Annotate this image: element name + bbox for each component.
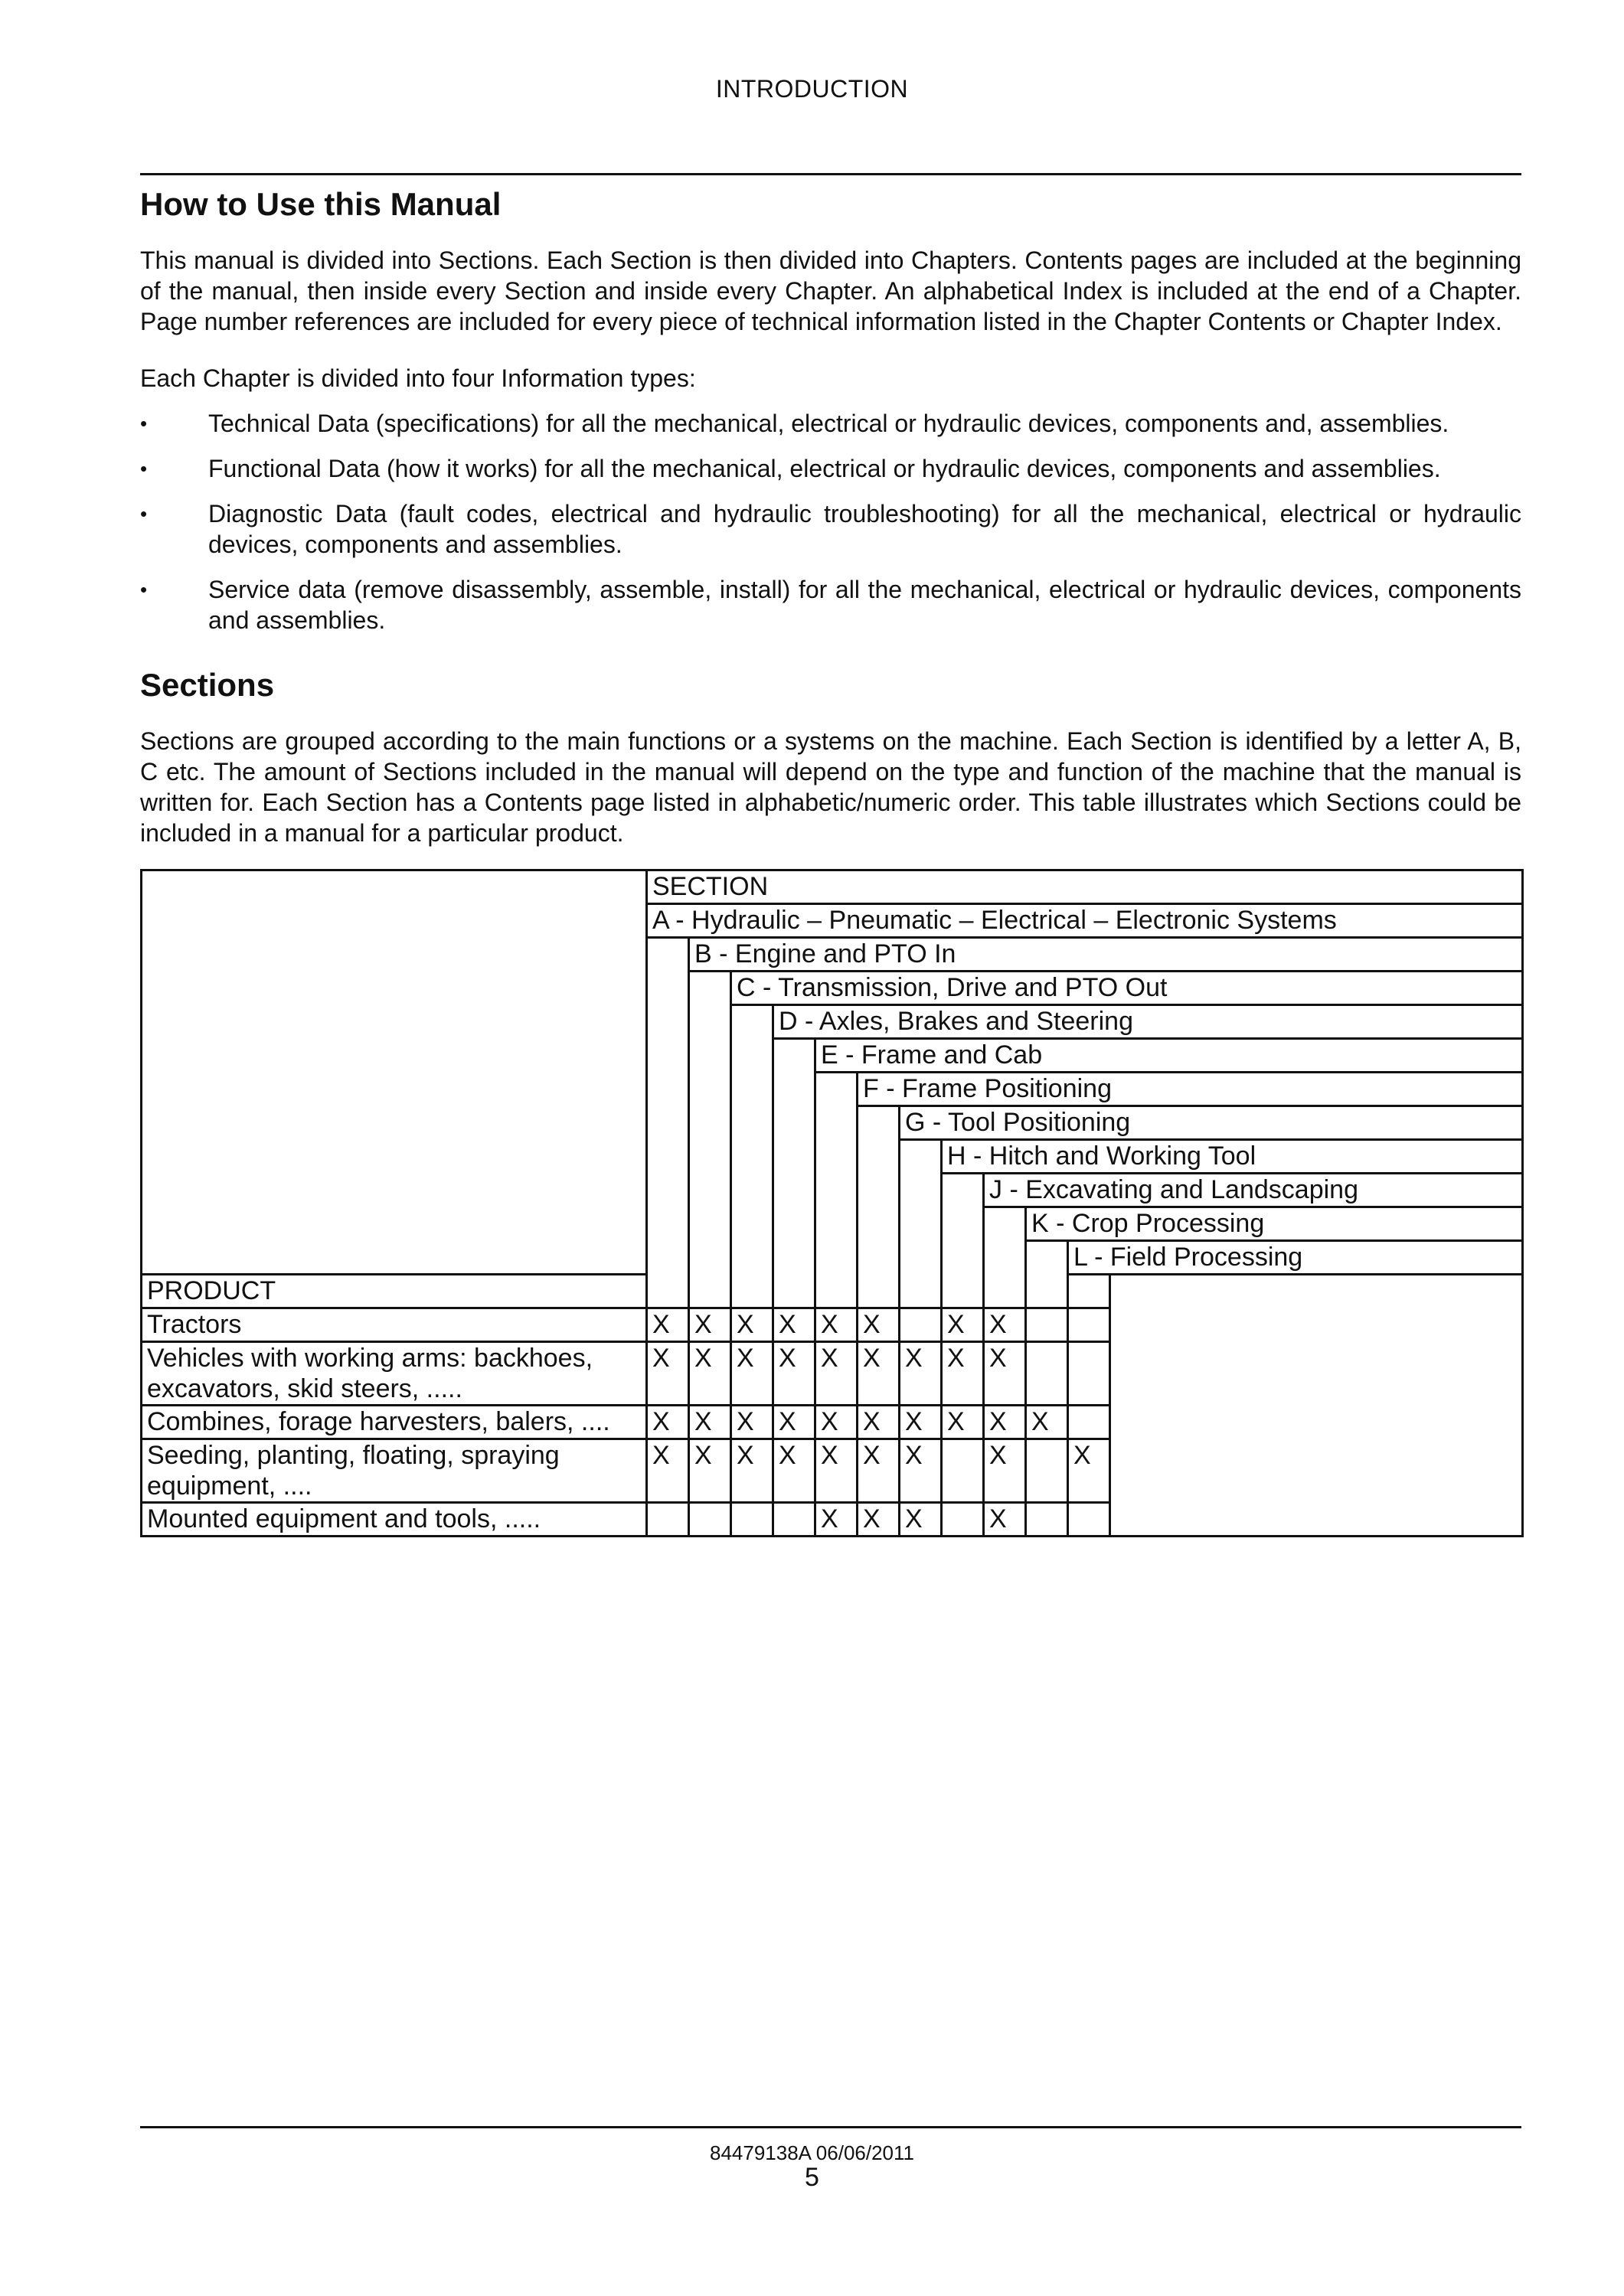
- mark-cell: X: [647, 1342, 689, 1406]
- product-cell: Vehicles with working arms: backhoes, excavators, skid steers, .....: [142, 1342, 647, 1406]
- section-stem: [858, 1207, 900, 1241]
- section-stem: [773, 1174, 815, 1207]
- section-stem: [773, 1275, 815, 1308]
- running-header: INTRODUCTION: [715, 75, 909, 103]
- mark-cell: X: [942, 1406, 984, 1439]
- mark-cell: [1068, 1308, 1110, 1342]
- mark-cell: X: [900, 1503, 942, 1537]
- section-stem: [1026, 1275, 1068, 1308]
- section-stem: [647, 1275, 689, 1308]
- mark-cell: X: [984, 1439, 1026, 1503]
- mark-cell: X: [773, 1342, 815, 1406]
- header-rule: [140, 173, 1521, 175]
- section-stem: [773, 1073, 815, 1106]
- section-stem: [773, 1241, 815, 1275]
- section-stem: [731, 1039, 773, 1073]
- mark-cell: [900, 1308, 942, 1342]
- sections-table: [140, 869, 1524, 1537]
- page-content: [140, 184, 1521, 1537]
- mark-cell: X: [900, 1439, 942, 1503]
- section-stem: [815, 1207, 858, 1241]
- mark-cell: X: [942, 1308, 984, 1342]
- section-stem: [942, 1174, 984, 1207]
- section-stem: [858, 1106, 900, 1140]
- how-to-use-heading: How to Use this Manual: [140, 186, 502, 222]
- table-blank-area: [1110, 1275, 1523, 1537]
- list-item: • Functional Data (how it works) for all the mechanical, electrical or hydraulic devices, components and assemblies.: [140, 453, 1521, 484]
- mark-cell: X: [731, 1342, 773, 1406]
- section-stem: [984, 1207, 1026, 1241]
- mark-cell: X: [900, 1406, 942, 1439]
- section-stem: [773, 1039, 815, 1073]
- table-corner-cell: [142, 870, 647, 1275]
- mark-cell: [773, 1503, 815, 1537]
- section-stem: [815, 1073, 858, 1106]
- mark-cell: X: [858, 1503, 900, 1537]
- mark-cell: X: [858, 1439, 900, 1503]
- mark-cell: [1026, 1308, 1068, 1342]
- mark-cell: X: [858, 1308, 900, 1342]
- mark-cell: X: [815, 1439, 858, 1503]
- section-name-d: D - Axles, Brakes and Steering: [773, 1005, 1523, 1039]
- section-stem: [689, 972, 731, 1005]
- section-stem: [731, 1207, 773, 1241]
- section-name-h: H - Hitch and Working Tool: [942, 1140, 1523, 1174]
- sections-paragraph: Sections are grouped according to the main functions or a systems on the machine. Each Section is identified by a letter A, B, C etc. The amount of Sections included in the manual will depend on the type and function of the machine that the manual is written for. Each Section has a Contents page listed in alphabetic/numeric order. This table illustrates which Sections could be included in a manual for a particular product.: [140, 727, 1521, 847]
- mark-cell: [689, 1503, 731, 1537]
- section-stem: [647, 1207, 689, 1241]
- section-stem: [942, 1241, 984, 1275]
- mark-cell: X: [647, 1439, 689, 1503]
- section-stem: [647, 1005, 689, 1039]
- mark-cell: [1026, 1342, 1068, 1406]
- mark-cell: X: [689, 1342, 731, 1406]
- mark-cell: X: [773, 1439, 815, 1503]
- section-stem: [900, 1174, 942, 1207]
- mark-cell: [731, 1503, 773, 1537]
- mark-cell: X: [689, 1308, 731, 1342]
- section-stem: [689, 1241, 731, 1275]
- product-cell: Combines, forage harvesters, balers, ....: [142, 1406, 647, 1439]
- section-stem: [815, 1241, 858, 1275]
- mark-cell: [1026, 1439, 1068, 1503]
- section-stem: [858, 1241, 900, 1275]
- section-stem: [689, 1275, 731, 1308]
- mark-cell: X: [647, 1308, 689, 1342]
- section-header-cell: SECTION: [647, 870, 1523, 904]
- section-stem: [984, 1241, 1026, 1275]
- section-stem: [731, 1275, 773, 1308]
- document-code: 84479138A 06/06/2011: [709, 2141, 914, 2164]
- information-types-list: [140, 408, 1521, 635]
- list-item: • Technical Data (specifications) for all the mechanical, electrical or hydraulic devices, components and, assemblies.: [140, 408, 1521, 439]
- mark-cell: X: [858, 1342, 900, 1406]
- list-item: • Service data (remove disassembly, assemble, install) for all the mechanical, electrical or hydraulic devices, components and assemblies.: [140, 574, 1521, 635]
- section-stem: [815, 1106, 858, 1140]
- mark-cell: X: [815, 1342, 858, 1406]
- sections-heading: Sections: [140, 667, 275, 703]
- page-number: 5: [805, 2163, 819, 2192]
- list-item: • Diagnostic Data (fault codes, electrical and hydraulic troubleshooting) for all the mechanical, electrical or hydraulic devices, components and assemblies.: [140, 498, 1521, 560]
- section-stem: [731, 1005, 773, 1039]
- section-name-b: B - Engine and PTO In: [689, 938, 1523, 972]
- section-stem: [647, 1039, 689, 1073]
- section-name-g: G - Tool Positioning: [900, 1106, 1523, 1140]
- mark-cell: X: [773, 1308, 815, 1342]
- mark-cell: X: [815, 1406, 858, 1439]
- product-cell: Mounted equipment and tools, .....: [142, 1503, 647, 1537]
- information-types-intro: Each Chapter is divided into four Information types:: [140, 364, 696, 392]
- mark-cell: X: [984, 1342, 1026, 1406]
- section-stem: [773, 1207, 815, 1241]
- section-stem: [689, 1140, 731, 1174]
- mark-cell: X: [731, 1406, 773, 1439]
- section-name-e: E - Frame and Cab: [815, 1039, 1523, 1073]
- mark-cell: X: [815, 1503, 858, 1537]
- mark-cell: [1026, 1503, 1068, 1537]
- mark-cell: X: [858, 1406, 900, 1439]
- section-name-k: K - Crop Processing: [1026, 1207, 1523, 1241]
- section-stem: [773, 1106, 815, 1140]
- section-stem: [900, 1241, 942, 1275]
- mark-cell: [942, 1503, 984, 1537]
- section-stem: [900, 1140, 942, 1174]
- product-header-cell: PRODUCT: [142, 1275, 647, 1308]
- mark-cell: X: [1026, 1406, 1068, 1439]
- section-stem: [773, 1140, 815, 1174]
- mark-cell: X: [815, 1308, 858, 1342]
- section-stem: [731, 1106, 773, 1140]
- section-stem: [647, 972, 689, 1005]
- section-stem: [1026, 1241, 1068, 1275]
- section-stem: [815, 1174, 858, 1207]
- mark-cell: X: [689, 1439, 731, 1503]
- section-stem: [942, 1207, 984, 1241]
- section-stem: [815, 1275, 858, 1308]
- mark-cell: X: [984, 1308, 1026, 1342]
- mark-cell: X: [773, 1406, 815, 1439]
- section-stem: [647, 1174, 689, 1207]
- product-cell: Seeding, planting, floating, spraying equipment, ....: [142, 1439, 647, 1503]
- section-name-l: L - Field Processing: [1068, 1241, 1523, 1275]
- section-stem: [689, 1039, 731, 1073]
- section-stem: [815, 1140, 858, 1174]
- mark-cell: [942, 1439, 984, 1503]
- section-stem: [731, 1241, 773, 1275]
- section-stem: [689, 1073, 731, 1106]
- section-stem: [942, 1275, 984, 1308]
- mark-cell: [1068, 1342, 1110, 1406]
- section-name-a: A - Hydraulic – Pneumatic – Electrical – Electronic Systems: [647, 904, 1523, 938]
- mark-cell: X: [647, 1406, 689, 1439]
- section-stem: [731, 1140, 773, 1174]
- mark-cell: X: [1068, 1439, 1110, 1503]
- mark-cell: X: [984, 1406, 1026, 1439]
- product-cell: Tractors: [142, 1308, 647, 1342]
- section-stem: [647, 1140, 689, 1174]
- mark-cell: [1068, 1503, 1110, 1537]
- section-stem: [1068, 1275, 1110, 1308]
- mark-cell: X: [731, 1308, 773, 1342]
- section-stem: [647, 1241, 689, 1275]
- section-stem: [689, 1005, 731, 1039]
- section-name-f: F - Frame Positioning: [858, 1073, 1523, 1106]
- section-stem: [858, 1275, 900, 1308]
- section-stem: [731, 1073, 773, 1106]
- footer-rule: [140, 2126, 1521, 2128]
- how-to-use-paragraph: This manual is divided into Sections. Each Section is then divided into Chapters. Contents pages are included at the beginning of the manual, then inside every Section and inside every Chapter. An alphabetical Index is included at the end of a Chapter. Page number references are included for every piece of technical information listed in the Chapter Contents or Chapter Index.: [140, 247, 1521, 335]
- table-row: [142, 870, 1523, 904]
- section-stem: [858, 1174, 900, 1207]
- section-stem: [900, 1275, 942, 1308]
- section-name-j: J - Excavating and Landscaping: [984, 1174, 1523, 1207]
- section-stem: [731, 1174, 773, 1207]
- mark-cell: X: [984, 1503, 1026, 1537]
- section-stem: [647, 1073, 689, 1106]
- mark-cell: X: [942, 1342, 984, 1406]
- mark-cell: X: [689, 1406, 731, 1439]
- section-stem: [900, 1207, 942, 1241]
- mark-cell: X: [900, 1342, 942, 1406]
- mark-cell: [1068, 1406, 1110, 1439]
- table-row: [142, 1275, 1523, 1308]
- section-stem: [858, 1140, 900, 1174]
- mark-cell: [647, 1503, 689, 1537]
- section-stem: [647, 1106, 689, 1140]
- section-stem: [689, 1207, 731, 1241]
- section-name-c: C - Transmission, Drive and PTO Out: [731, 972, 1523, 1005]
- section-stem: [984, 1275, 1026, 1308]
- section-stem: [689, 1174, 731, 1207]
- mark-cell: X: [731, 1439, 773, 1503]
- section-stem: [647, 938, 689, 972]
- section-stem: [689, 1106, 731, 1140]
